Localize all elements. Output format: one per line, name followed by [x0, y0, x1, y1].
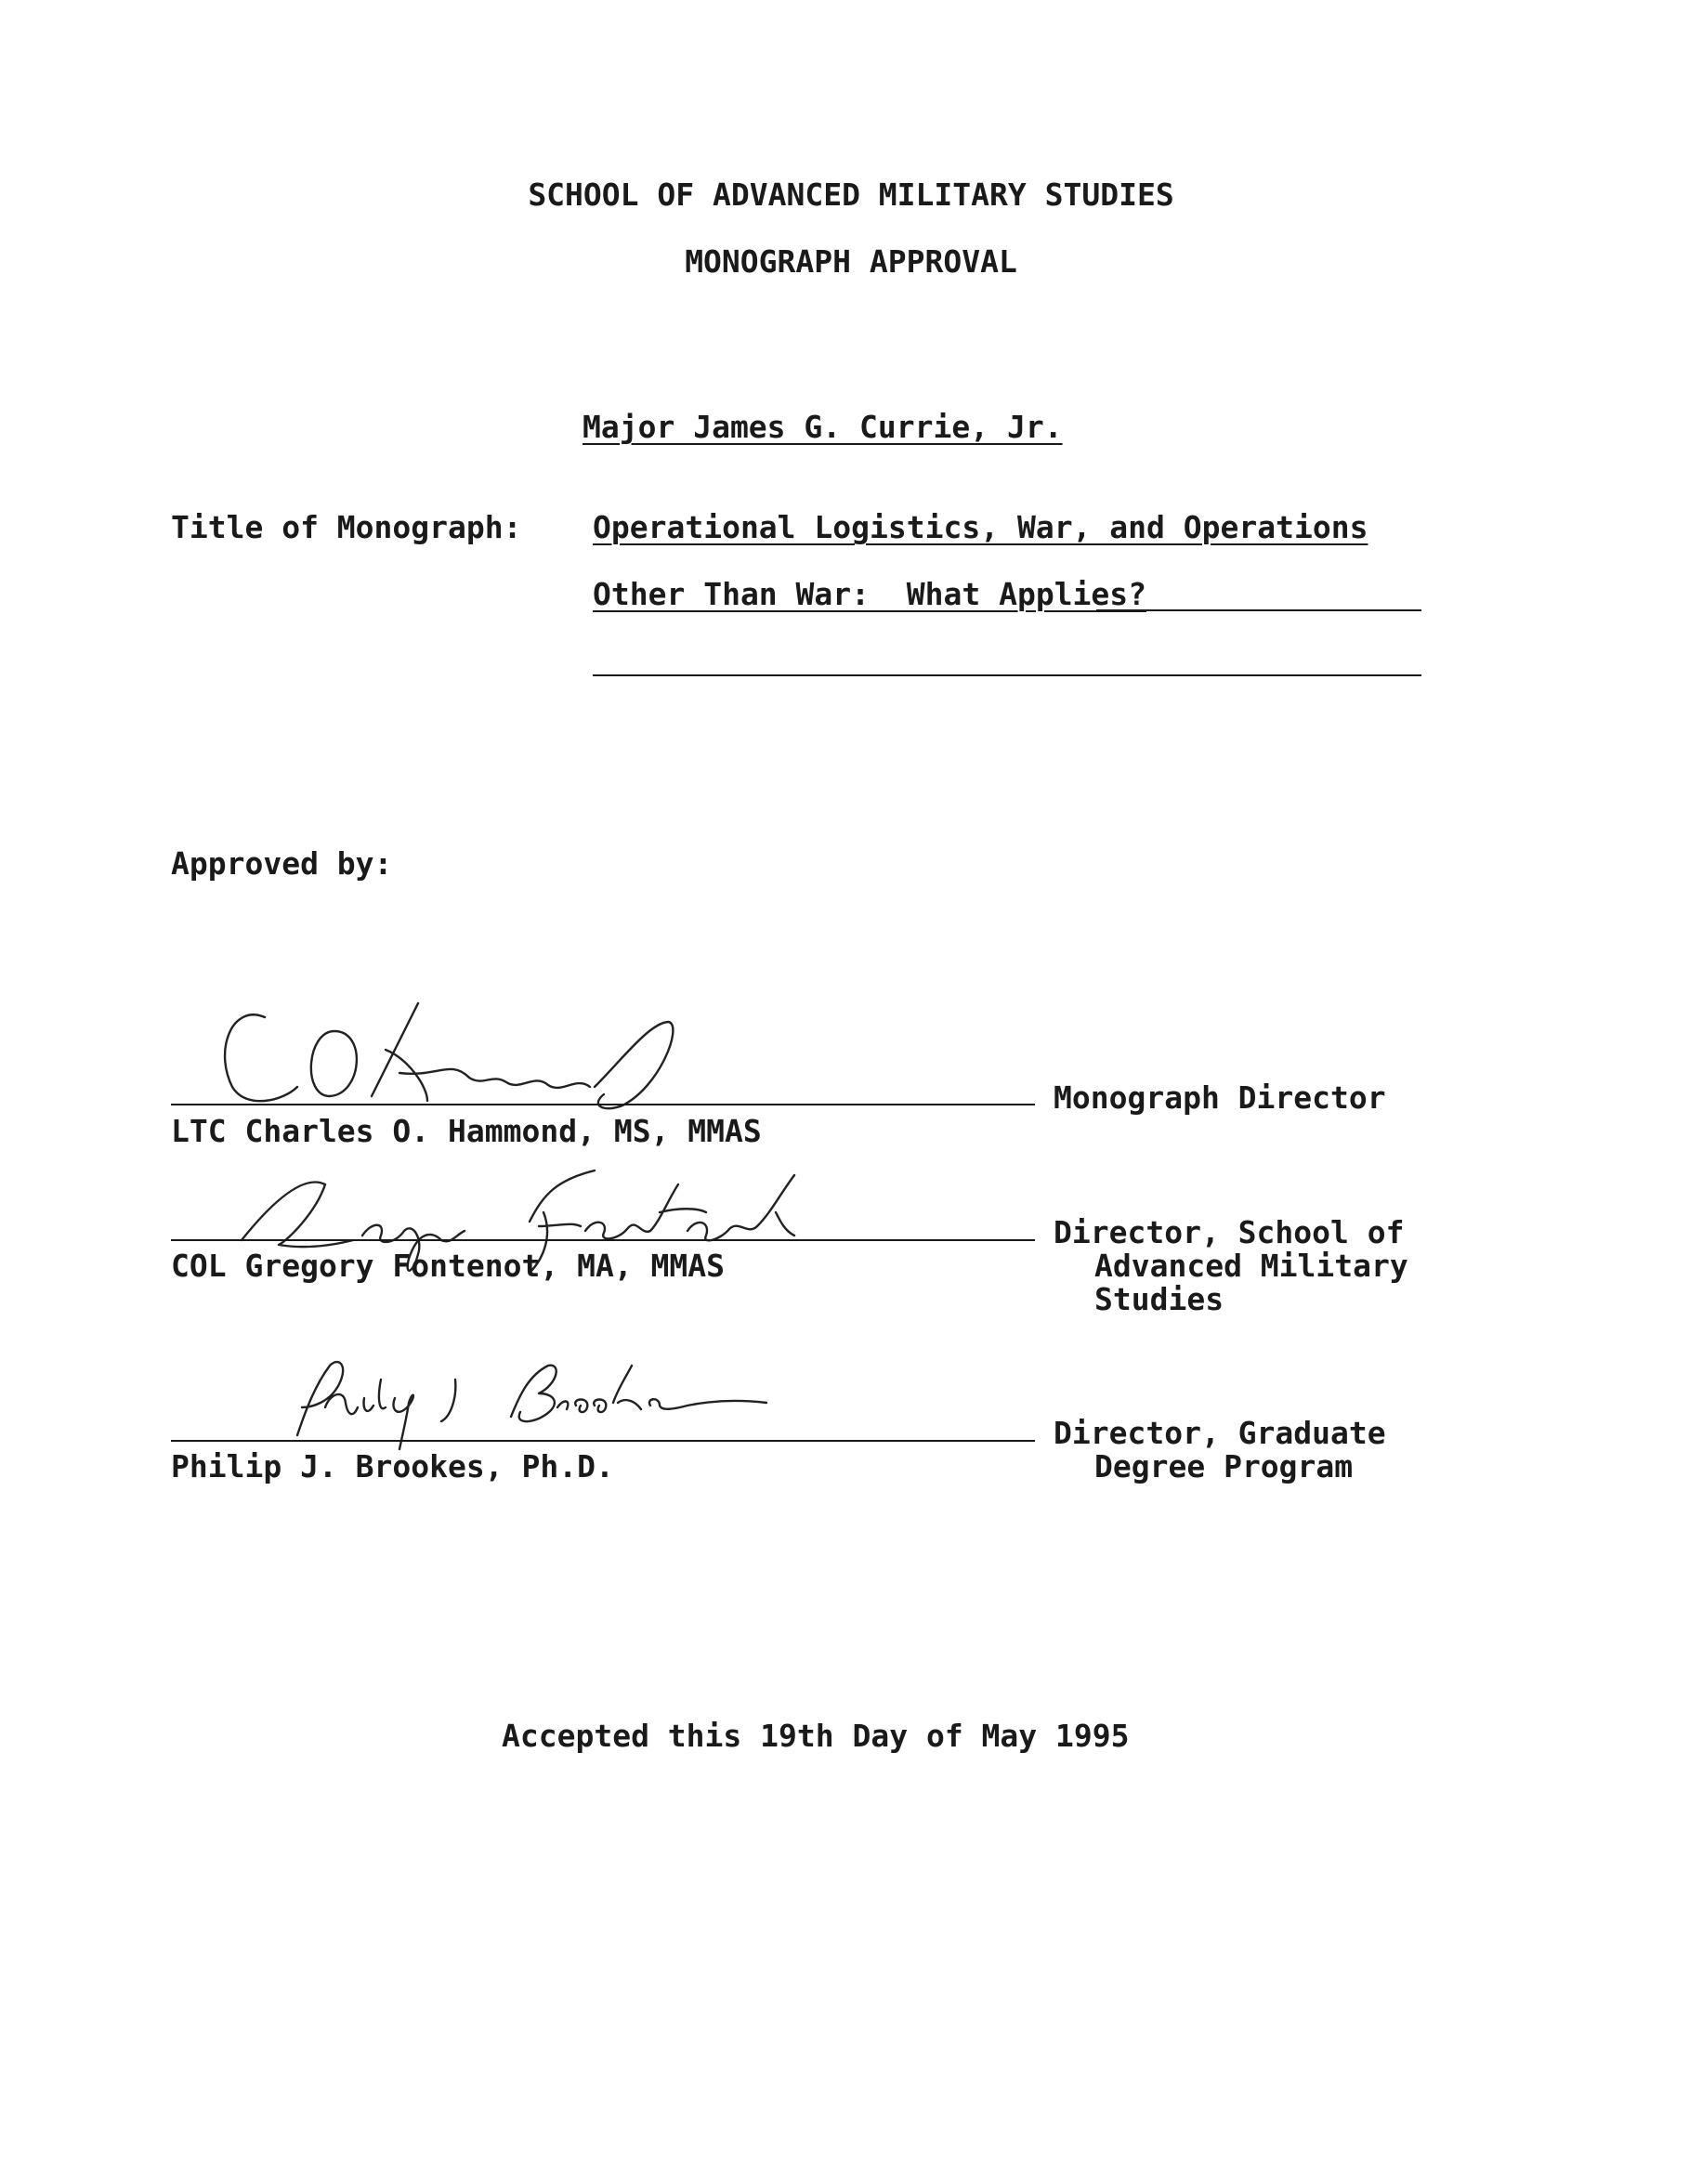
- signer-2-role-line-3: Studies: [1094, 1281, 1224, 1317]
- signature-brookes: [260, 1352, 780, 1454]
- signer-2-role-line-1: Director, School of: [1054, 1214, 1405, 1250]
- signer-3-name: Philip J. Brookes, Ph.D.: [171, 1448, 614, 1484]
- title-line-2-fill-rule: [1096, 609, 1421, 611]
- monograph-title-line-1: Operational Logistics, War, and Operations: [593, 509, 1368, 545]
- student-name: Major James G. Currie, Jr.: [583, 409, 1063, 445]
- form-title: MONOGRAPH APPROVAL: [685, 243, 1017, 280]
- signer-3-role-line-2: Degree Program: [1094, 1448, 1354, 1484]
- signer-2-name: COL Gregory Fontenot, MA, MMAS: [171, 1248, 726, 1284]
- signer-3-role-line-1: Director, Graduate: [1054, 1415, 1386, 1451]
- approved-by-label: Approved by:: [171, 845, 393, 882]
- signature-line-1: [171, 1104, 1035, 1105]
- acceptance-statement: Accepted this 19th Day of May 1995: [502, 1718, 1130, 1754]
- monograph-title-label: Title of Monograph:: [171, 509, 522, 545]
- signer-2-role-line-2: Advanced Military: [1094, 1248, 1408, 1284]
- title-line-3-blank-rule: [593, 674, 1421, 676]
- signer-1-name: LTC Charles O. Hammond, MS, MMAS: [171, 1113, 762, 1149]
- signature-line-3: [171, 1440, 1035, 1442]
- signature-line-2: [171, 1239, 1035, 1241]
- signer-1-role-line-1: Monograph Director: [1054, 1079, 1386, 1116]
- monograph-title-line-2: Other Than War: What Applies?: [593, 576, 1147, 612]
- school-name: SCHOOL OF ADVANCED MILITARY STUDIES: [528, 177, 1174, 213]
